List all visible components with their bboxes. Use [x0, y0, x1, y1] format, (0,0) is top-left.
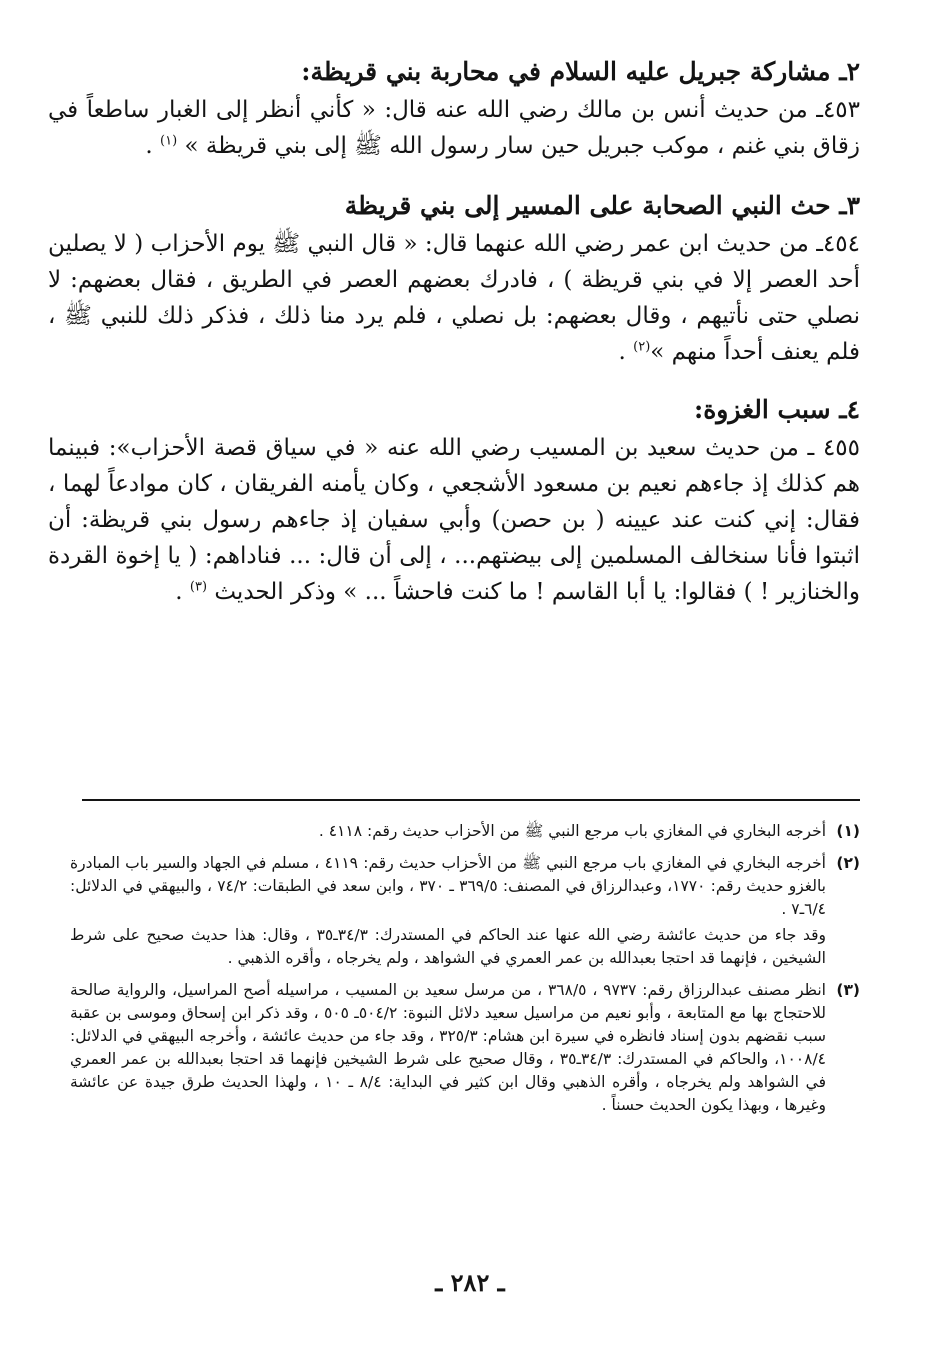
hadith-text: ٤٥٤ـ من حديث ابن عمر رضي الله عنهما قال: « قال النبي ﷺ يوم الأحزاب ( لا يصلين أحد العصر إلا في بني قريظة ) ، فادرك بعضهم العصر في الطريق ، فقال بعضهم: لا نصلي حتى نأتيهم ، وقال بعضهم: بل نصلي ، فلم يرد منا ذلك ، فذكر ذلك للنبي ﷺ ، فلم يعنف أحداً منهم »	[48, 231, 860, 365]
section-heading: ٢ـ مشاركة جبريل عليه السلام في محاربة بني قريظة:	[301, 57, 860, 86]
section-heading: ٤ـ سبب الغزوة:	[693, 395, 860, 424]
hadith-paragraph: ٤٥٣ـ من حديث أنس بن مالك رضي الله عنه قال: « كأني أنظر إلى الغبار ساطعاً في زقاق بني غنم ، موكب جبريل حين سار رسول الله ﷺ إلى بني قريظة » $^{(١)}$ .	[48, 97, 860, 159]
footnote-ref[interactable]: (١)	[160, 133, 178, 149]
footnote-item	[70, 820, 860, 843]
footnote-paragraph: انظر مصنف عبدالرزاق رقم: ٩٧٣٧ ، ٣٦٨/٥ ، من مرسل سعيد بن المسيب ، مراسيله أصح المراسيل، والرواية صالحة للاحتجاج بها مع المتابعة ، وأبو نعيم من مراسيل سعيد دلائل النبوة: ٥٠٤/٢ـ ٥٠٥ ، وقد ذكر ابن إسحاق وموسى بن عقبة سبب نقضهم بدون إسناد فانظره في سيرة ابن هشام: ٣٢٥/٣ ، وقد جاء من حديث عائشة ، وأخرجه البيهقي في الدلائل: ١٠٠٨/٤، والحاكم في المستدرك: ٣٤/٣ـ٣٥ ، وقال صحيح على شرط الشيخين فإنهما قد احتجا بعبدالله بن عمر العمري في الشواهد ولم يخرجاه ، وأقره الذهبي وقال ابن كثير في البداية: ٨/٤ ـ ١٠ ، ولهذا الحديث طرق جيدة عن عائشة وغيرها ، وبهذا يكون الحديث حسناً .	[70, 981, 827, 1114]
footnote-paragraph: أخرجه البخاري في المغازي باب مرجع النبي ﷺ من الأحزاب حديث رقم: ٤١١٩ ، مسلم في الجهاد والسير باب المبادرة بالغزو حديث رقم: ١٧٧٠، وعبدالرزاق في المصنف: ٣٦٩/٥ ـ ٣٧٠ ، وابن سعد في الطبقات: ٧٤/٢ ، والبيهقي في الدلائل: ٦/٤ـ٧ .	[70, 854, 826, 918]
footnote-divider	[82, 799, 860, 801]
hadith-text: ٤٥٣ـ من حديث أنس بن مالك رضي الله عنه قال: « كأني أنظر إلى الغبار ساطعاً في زقاق بني غنم ، موكب جبريل حين سار رسول الله ﷺ إلى بني قريظة »	[48, 97, 860, 159]
section-heading: ٣ـ حث النبي الصحابة على المسير إلى بني قريظة	[344, 191, 860, 220]
hadith-paragraph: ٤٥٥ ـ من حديث سعيد بن المسيب رضي الله عنه « في سياق قصة الأحزاب»: فبينما هم كذلك إذ جاءهم نعيم بن مسعود الأشجعي ، وكان يأمنه الفريقان ، كان موادعاً لهما ، فقال: إني كنت عند عيينه ( بن حصن) وأبي سفيان إذ جاءهم رسول بني قريظة: أن اثبتوا فأنا سنخالف المسلمين إلى بيضتهم... ، إلى أن قال: ... فناداهم: ( يا إخوة القردة والخنازير ! ) فقالوا: يا أبا القاسم ! ما كنت فاحشاً ... » وذكر الحديث $^{(٣)}$ .	[48, 435, 860, 605]
footnotes	[70, 820, 860, 1126]
section-urging-march	[48, 186, 860, 370]
footnote-body	[70, 820, 826, 843]
footnote-item	[70, 979, 860, 1117]
page-number: ـ ٢٨٢ ـ	[435, 1268, 505, 1297]
section-jibril-participation	[48, 52, 860, 164]
footnote-paragraph: أخرجه البخاري في المغازي باب مرجع النبي ﷺ من الأحزاب حديث رقم: ٤١١٨ .	[318, 822, 826, 840]
footnote-number: (٢)	[836, 854, 860, 872]
hadith-paragraph: ٤٥٤ـ من حديث ابن عمر رضي الله عنهما قال: « قال النبي ﷺ يوم الأحزاب ( لا يصلين أحد العصر إلا في بني قريظة ) ، فادرك بعضهم العصر في الطريق ، فقال بعضهم: لا نصلي حتى نأتيهم ، وقال بعضهم: بل نصلي ، فلم يرد منا ذلك ، فذكر ذلك للنبي ﷺ ، فلم يعنف أحداً منهم »$^{(٢)}$ .	[48, 231, 860, 365]
footnote-item	[70, 852, 860, 970]
footnote-number: (١)	[836, 822, 860, 840]
footnote-body	[70, 852, 826, 970]
footnote-ref[interactable]: (٢)	[633, 339, 651, 355]
footnote-body	[70, 979, 826, 1117]
section-cause-of-battle	[48, 390, 860, 610]
footnote-paragraph: وقد جاء من حديث عائشة رضي الله عنها عند الحاكم في المستدرك: ٣٤/٣ـ٣٥ ، وقال: هذا حديث صحيح على شرط الشيخين ، فإنهما قد احتجا بعبدالله بن عمر العمري في الشواهد ، ولم يخرجاه ، وأقره الذهبي .	[70, 926, 827, 967]
main-text	[48, 52, 860, 628]
footnote-number: (٣)	[836, 981, 860, 999]
footnote-ref[interactable]: (٣)	[189, 579, 208, 595]
hadith-text: ٤٥٥ ـ من حديث سعيد بن المسيب رضي الله عنه « في سياق قصة الأحزاب»: فبينما هم كذلك إذ جاءهم نعيم بن مسعود الأشجعي ، وكان يأمنه الفريقان ، كان موادعاً لهما ، فقال: إني كنت عند عيينه ( بن حصن) وأبي سفيان إذ جاءهم رسول بني قريظة: أن اثبتوا فأنا سنخالف المسلمين إلى بيضتهم... ، إلى أن قال: ... فناداهم: ( يا إخوة القردة والخنازير ! ) فقالوا: يا أبا القاسم ! ما كنت فاحشاً ... » وذكر الحديث	[48, 435, 860, 605]
